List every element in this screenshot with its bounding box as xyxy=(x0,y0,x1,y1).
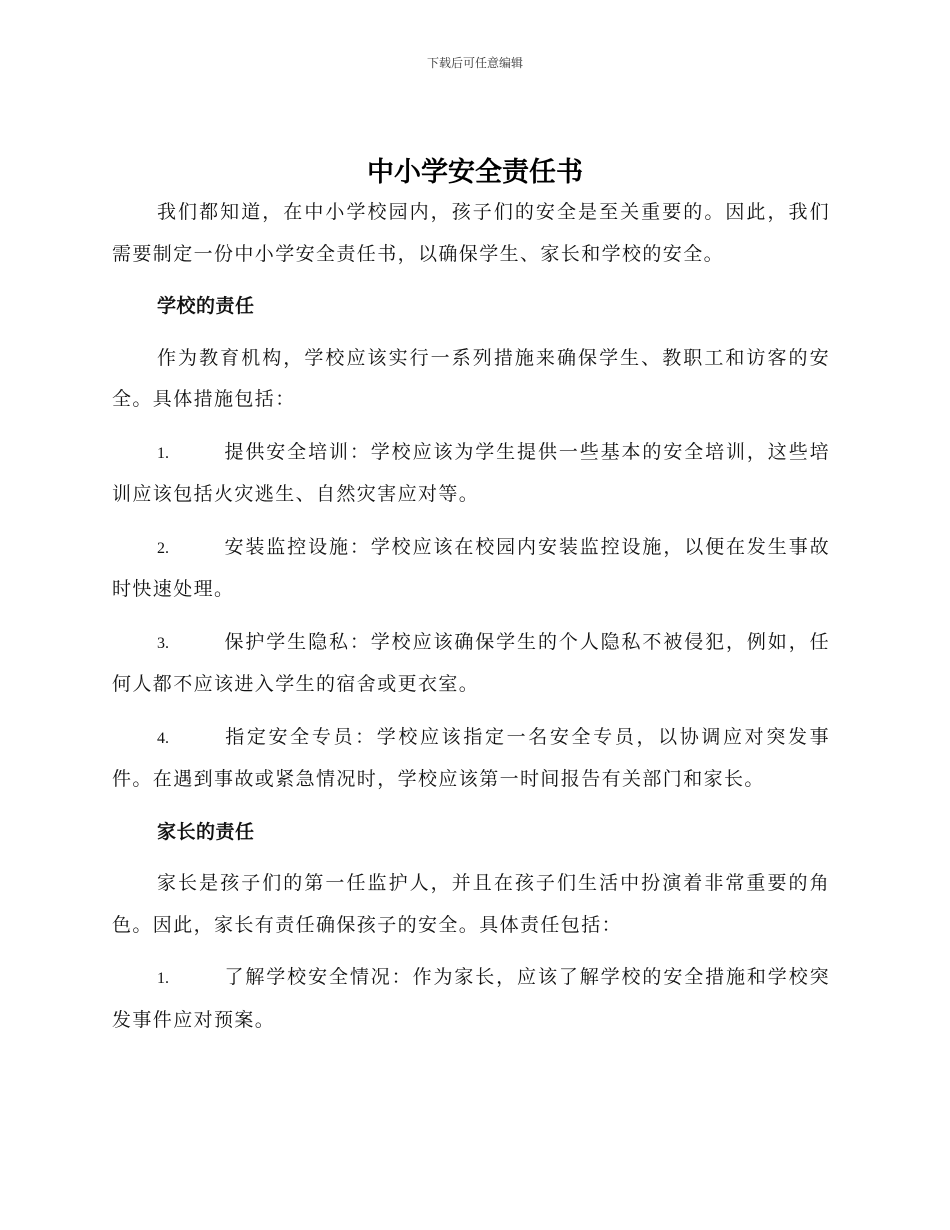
school-section-intro: 作为教育机构，学校应该实行一系列措施来确保学生、教职工和访客的安全。具体措施包括： xyxy=(112,346,830,410)
list-number: 4. xyxy=(157,729,169,747)
list-text: 安装监控设施：学校应该在校园内安装监控设施，以便在发生事故时快速处理。 xyxy=(112,535,830,600)
list-number: 2. xyxy=(157,539,169,557)
list-item xyxy=(112,622,830,706)
header-note: 下载后可任意编辑 xyxy=(426,56,523,70)
list-item xyxy=(112,717,830,801)
school-section-heading: 学校的责任 xyxy=(157,295,255,317)
document-title: 中小学安全责任书 xyxy=(367,157,583,188)
list-text: 了解学校安全情况：作为家长，应该了解学校的安全措施和学校突发事件应对预案。 xyxy=(112,966,830,1031)
list-number: 1. xyxy=(157,444,169,462)
intro-paragraph: 我们都知道，在中小学校园内，孩子们的安全是至关重要的。因此，我们需要制定一份中小学安全责任书，以确保学生、家长和学校的安全。 xyxy=(112,201,830,265)
list-text: 指定安全专员：学校应该指定一名安全专员，以协调应对突发事件。在遇到事故或紧急情况时，学校应该第一时间报告有关部门和家长。 xyxy=(112,725,830,790)
list-number: 1. xyxy=(157,970,169,987)
parent-section-intro: 家长是孩子们的第一任监护人，并且在孩子们生活中扮演着非常重要的角色。因此，家长有责任确保孩子的安全。具体责任包括： xyxy=(112,872,830,936)
list-text: 保护学生隐私：学校应该确保学生的个人隐私不被侵犯，例如，任何人都不应该进入学生的宿舍或更衣室。 xyxy=(112,630,830,695)
list-item xyxy=(112,957,830,1041)
document-body xyxy=(112,192,830,1052)
list-item xyxy=(112,527,830,611)
parent-section-heading: 家长的责任 xyxy=(157,820,255,843)
list-text: 提供安全培训：学校应该为学生提供一些基本的安全培训，这些培训应该包括火灾逃生、自然灾害应对等。 xyxy=(112,440,830,505)
list-number: 3. xyxy=(157,634,169,652)
list-item xyxy=(112,432,830,516)
